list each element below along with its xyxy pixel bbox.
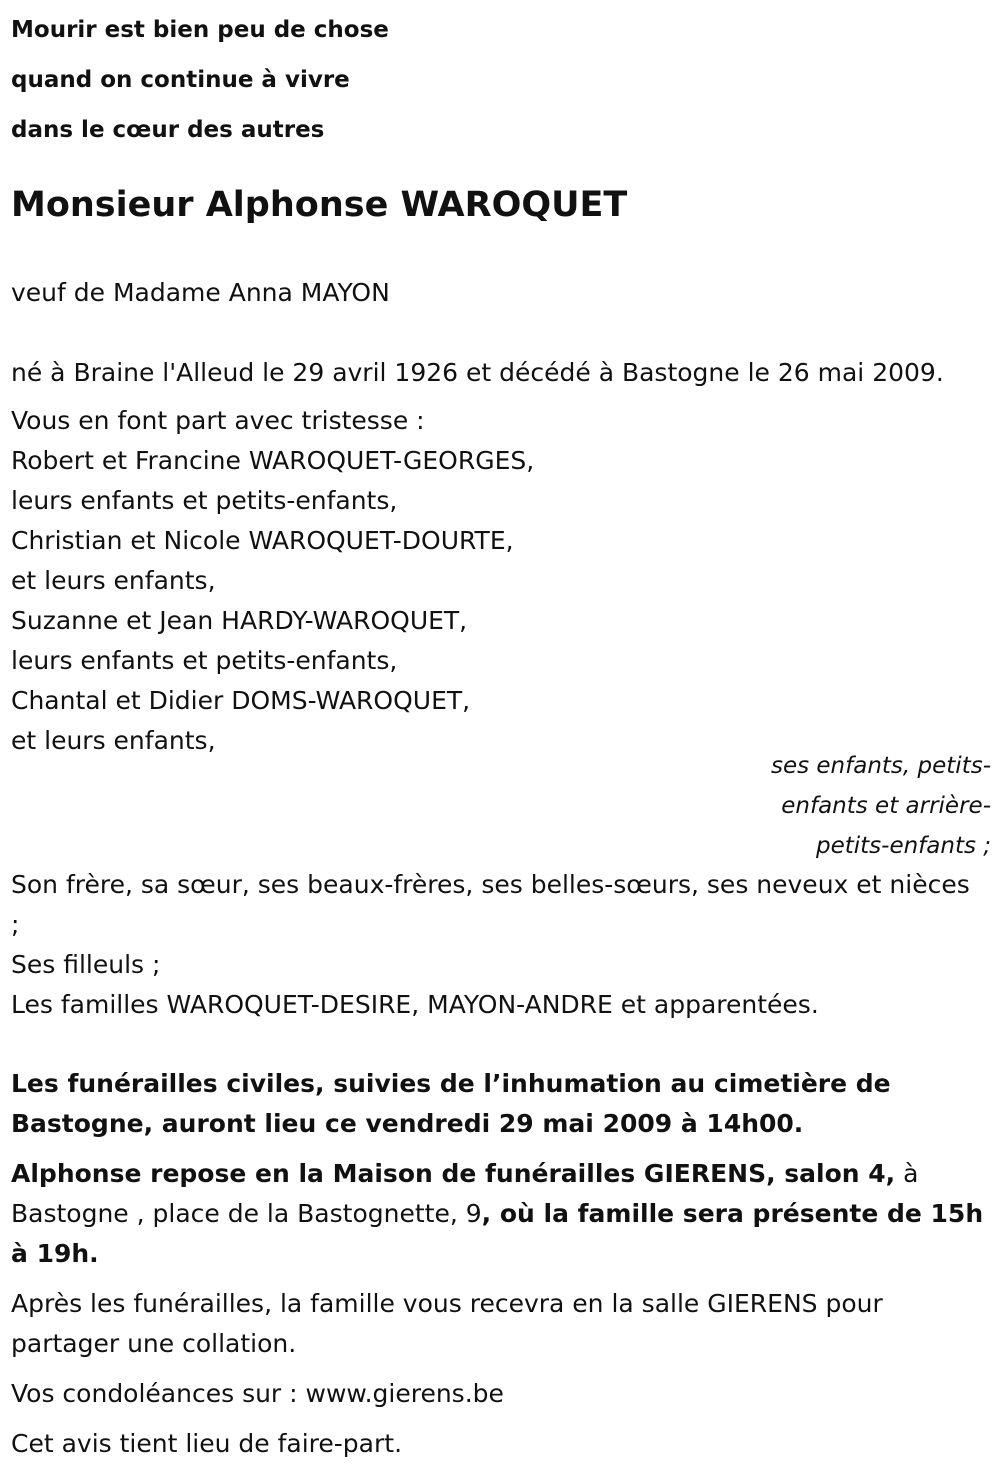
family-member-line: Suzanne et Jean HARDY-WAROQUET, — [11, 606, 468, 635]
widow-line: veuf de Madame Anna MAYON — [11, 278, 390, 307]
birth-death-line: né à Braine l'Alleud le 29 avril 1926 et décédé à Bastogne le 26 mai 2009. — [11, 358, 944, 387]
family-presence-hours: , où la famille sera présente de 15h à 19h. — [11, 1199, 984, 1268]
rest-location — [11, 1154, 991, 1274]
deceased-name: Monsieur Alphonse WAROQUET — [11, 185, 628, 225]
rest-location-bold: Alphonse repose en la Maison de funérailles GIERENS, salon 4, — [11, 1159, 896, 1188]
family-member-line: Christian et Nicole WAROQUET-DOURTE, — [11, 526, 514, 555]
family-member-line: leurs enfants et petits-enfants, — [11, 646, 398, 675]
godchildren-line: Ses filleuls ; — [11, 950, 161, 979]
rest-location-address: à Bastogne , place de la Bastognette, 9 — [11, 1159, 919, 1228]
announce-intro: Vous en font part avec tristesse : — [11, 406, 425, 435]
family-member-line: et leurs enfants, — [11, 566, 216, 595]
epigraph-line: quand on continue à vivre — [11, 67, 350, 93]
other-relatives — [11, 865, 971, 1025]
collation-info: Après les funérailles, la famille vous recevra en la salle GIERENS pour partager une collation. — [11, 1289, 883, 1358]
funeral-ceremony: Les funérailles civiles, suivies de l’inhumation au cimetière de Bastogne, auront lieu ce vendredi 29 mai 2009 à 14h00. — [11, 1069, 891, 1138]
family-member-line: et leurs enfants, — [11, 726, 216, 755]
funeral-details — [11, 1064, 991, 1464]
families-line: Les familles WAROQUET-DESIRE, MAYON-ANDRE et apparentées. — [11, 990, 819, 1019]
family-member-line: Robert et Francine WAROQUET-GEORGES, — [11, 446, 535, 475]
siblings-line: Son frère, sa sœur, ses beaux-frères, ses belles-sœurs, ses neveux et nièces ; — [11, 870, 970, 939]
notice-line: Cet avis tient lieu de faire-part. — [11, 1429, 403, 1458]
family-member-line: Chantal et Didier DOMS-WAROQUET, — [11, 686, 471, 715]
epigraph — [11, 5, 571, 155]
family-member-line: leurs enfants et petits-enfants, — [11, 486, 398, 515]
condolences-line: Vos condoléances sur : www.gierens.be — [11, 1379, 504, 1408]
epigraph-line: Mourir est bien peu de chose — [11, 17, 389, 43]
epigraph-line: dans le cœur des autres — [11, 117, 325, 143]
children-summary: ses enfants, petits-enfants et arrière-petits-enfants ; — [770, 753, 991, 859]
family-announcement — [11, 401, 534, 761]
